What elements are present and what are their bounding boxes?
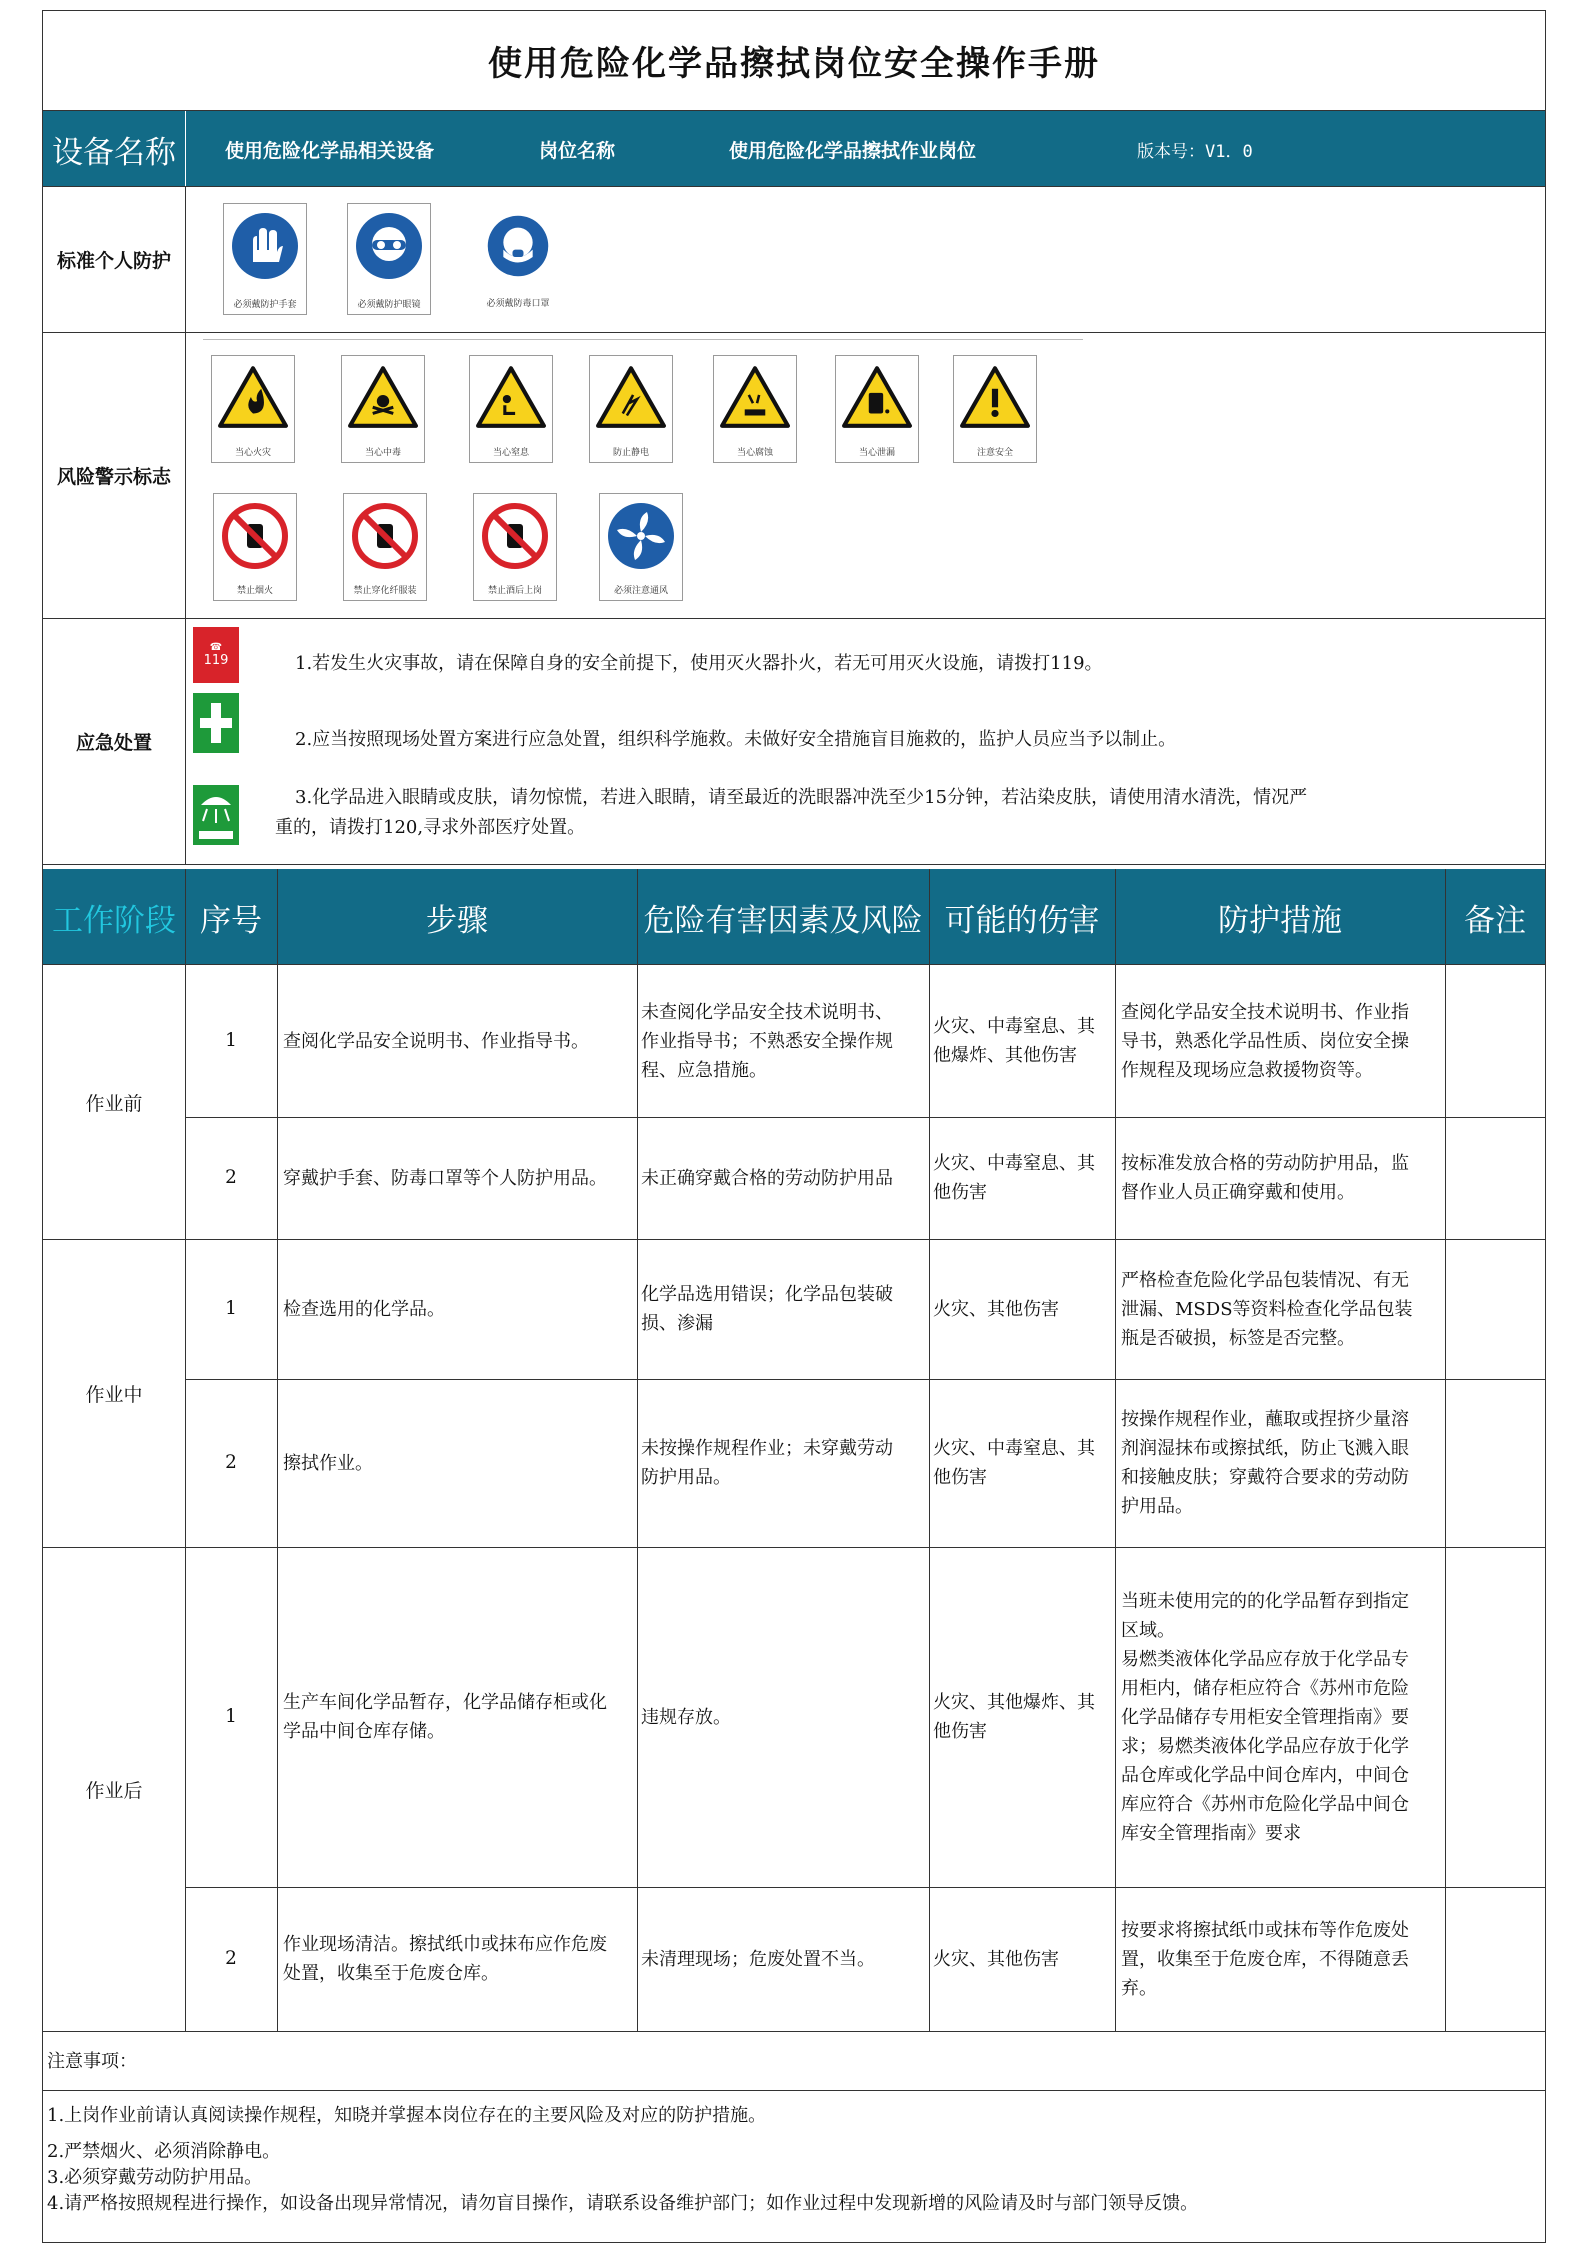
cell-note bbox=[1447, 1117, 1543, 1239]
cell-injury bbox=[933, 1239, 1113, 1379]
measure-line: 化学品储存专用柜安全管理指南》要 bbox=[1121, 1706, 1409, 1728]
version-label: 版本号：V1．0 bbox=[1137, 141, 1253, 162]
cell-injury bbox=[933, 1887, 1113, 2031]
poison-warning-icon: 当心中毒 bbox=[341, 355, 425, 463]
equipment-value: 使用危险化学品相关设备 bbox=[225, 139, 435, 162]
note-item-1: 1.上岗作业前请认真阅读操作规程，知晓并掌握本岗位存在的主要风险及对应的防护措施。 bbox=[47, 2105, 767, 2126]
measure-line: 严格检查危险化学品包装情况、有无 bbox=[1121, 1269, 1409, 1291]
post-value: 使用危险化学品擦拭作业岗位 bbox=[729, 139, 977, 162]
cell-hazard bbox=[641, 1887, 927, 2031]
measure-line: 易燃类液体化学品应存放于化学品专 bbox=[1121, 1648, 1409, 1670]
measure-line: 和接触皮肤；穿戴符合要求的劳动防 bbox=[1121, 1467, 1409, 1488]
emergency-item-3: 3.化学品进入眼睛或皮肤，请勿惊慌，若进入眼睛，请至最近的洗眼器冲洗至少15分钟，若沾染皮肤，请使用清水清洗，情况严 bbox=[295, 787, 1308, 808]
header-note: 备注 bbox=[1464, 902, 1526, 939]
header-injury: 可能的伤害 bbox=[944, 902, 1100, 939]
hazard-line: 未按操作规程作业；未穿戴劳动 bbox=[641, 1438, 893, 1459]
cell-injury bbox=[933, 1379, 1113, 1547]
mask-icon: 必须戴防毒口罩 bbox=[479, 213, 557, 313]
injury-line: 他爆炸、其他伤害 bbox=[933, 1045, 1077, 1066]
injury-line: 火灾、中毒窒息、其 bbox=[933, 1153, 1095, 1174]
stage-name: 作业中 bbox=[85, 1383, 143, 1406]
header-measure: 防护措施 bbox=[1218, 902, 1342, 939]
fire-phone-icon: ☎ 119 bbox=[193, 627, 239, 683]
gloves-icon: 必须戴防护手套 bbox=[223, 203, 307, 315]
measure-line: 剂润湿抹布或擦拭纸，防止飞溅入眼 bbox=[1121, 1438, 1409, 1459]
fire-warning-icon: 当心火灾 bbox=[211, 355, 295, 463]
cell-injury bbox=[933, 965, 1113, 1117]
table-row bbox=[43, 965, 1545, 1117]
step-line: 作业现场清洁。擦拭纸巾或抹布应作危废 bbox=[283, 1934, 607, 1955]
measure-line: 泄漏、MSDS等资料检查化学品包装 bbox=[1121, 1298, 1413, 1320]
table-body bbox=[43, 965, 1545, 2031]
hazard-line: 损、渗漏 bbox=[641, 1313, 713, 1334]
measure-line: 求；易燃类液体化学品应存放于化学 bbox=[1121, 1735, 1409, 1757]
cell-step bbox=[283, 1239, 635, 1379]
cell-injury bbox=[933, 1117, 1113, 1239]
table-header bbox=[43, 869, 1545, 965]
first-aid-icon bbox=[193, 693, 239, 753]
emergency-row bbox=[43, 619, 1545, 865]
injury-line: 他伤害 bbox=[933, 1467, 987, 1488]
cell-measure bbox=[1121, 1379, 1443, 1547]
row-no: 1 bbox=[225, 1298, 237, 1319]
measure-line: 当班未使用完的的化学品暂存到指定 bbox=[1121, 1590, 1409, 1612]
injury-line: 火灾、中毒窒息、其 bbox=[933, 1438, 1095, 1459]
step-line: 检查选用的化学品。 bbox=[283, 1298, 445, 1320]
header-step: 步骤 bbox=[426, 902, 488, 939]
stage-name: 作业前 bbox=[85, 1092, 143, 1115]
measure-line: 督作业人员正确穿戴和使用。 bbox=[1121, 1182, 1355, 1203]
injury-line: 他伤害 bbox=[933, 1721, 987, 1742]
measure-line: 库应符合《苏州市危险化学品中间仓 bbox=[1121, 1793, 1409, 1815]
cell-note bbox=[1447, 1547, 1543, 1887]
header-no: 序号 bbox=[200, 902, 262, 939]
measure-line: 区域。 bbox=[1121, 1619, 1175, 1641]
leak-warning-icon: 当心泄漏 bbox=[835, 355, 919, 463]
hazard-line: 未查阅化学品安全技术说明书、 bbox=[641, 1001, 893, 1023]
row-no: 1 bbox=[225, 1706, 237, 1727]
step-line: 查阅化学品安全说明书、作业指导书。 bbox=[283, 1030, 589, 1052]
hazard-line: 程、应急措施。 bbox=[641, 1059, 767, 1081]
injury-line: 火灾、其他伤害 bbox=[933, 1298, 1059, 1320]
injury-line: 火灾、其他伤害 bbox=[933, 1948, 1059, 1970]
cell-measure bbox=[1121, 965, 1443, 1117]
measure-line: 品仓库或化学品中间仓库内，中间仓 bbox=[1121, 1764, 1409, 1786]
post-label: 岗位名称 bbox=[539, 139, 616, 162]
no-drinking-icon: 禁止酒后上岗 bbox=[473, 493, 557, 601]
table-row bbox=[43, 1547, 1545, 1887]
notes-title-row bbox=[43, 2031, 1545, 2091]
hazard-line: 防护用品。 bbox=[641, 1467, 731, 1488]
cell-step bbox=[283, 1547, 635, 1887]
ppe-label: 标准个人防护 bbox=[56, 250, 171, 272]
table-row bbox=[43, 1239, 1545, 1379]
manual-sheet bbox=[42, 10, 1546, 2243]
emergency-item-1: 1.若发生火灾事故，请在保障自身的安全前提下，使用灭火器扑火，若无可用灭火设施，请拨打119。 bbox=[295, 653, 1103, 674]
emergency-label: 应急处置 bbox=[75, 732, 152, 754]
cell-hazard bbox=[641, 965, 927, 1117]
row-no: 2 bbox=[225, 1452, 237, 1473]
injury-line: 火灾、中毒窒息、其 bbox=[933, 1016, 1095, 1037]
page-title: 使用危险化学品擦拭岗位安全操作手册 bbox=[43, 11, 1545, 111]
measure-line: 用柜内，储存柜应符合《苏州市危险 bbox=[1121, 1677, 1409, 1699]
step-line: 擦拭作业。 bbox=[283, 1452, 373, 1474]
table-row bbox=[43, 1887, 1545, 2031]
no-synthetic-clothing-icon: 禁止穿化纤服装 bbox=[343, 493, 427, 601]
measure-line: 瓶是否破损，标签是否完整。 bbox=[1121, 1327, 1355, 1349]
note-item-2: 2.严禁烟火、必须消除静电。 bbox=[47, 2141, 281, 2162]
cell-note bbox=[1447, 965, 1543, 1117]
measure-line: 按要求将擦拭纸巾或抹布等作危废处 bbox=[1121, 1919, 1409, 1941]
corrosion-warning-icon: 当心腐蚀 bbox=[713, 355, 797, 463]
cell-measure bbox=[1121, 1117, 1443, 1239]
warning-signs-row bbox=[43, 333, 1545, 619]
measure-line: 库安全管理指南》要求 bbox=[1121, 1822, 1301, 1844]
note-item-4: 4.请严格按照规程进行操作，如设备出现异常情况，请勿盲目操作，请联系设备维护部门；如作业过程中发现新增的风险请及时与部门领导反馈。 bbox=[47, 2193, 1199, 2214]
measure-line: 导书，熟悉化学品性质、岗位安全操 bbox=[1121, 1030, 1409, 1052]
cell-step bbox=[283, 1379, 635, 1547]
cell-note bbox=[1447, 1887, 1543, 2031]
notes-title: 注意事项： bbox=[47, 2051, 137, 2072]
caution-warning-icon: 注意安全 bbox=[953, 355, 1037, 463]
hazard-line: 违规存放。 bbox=[641, 1706, 731, 1728]
row-no: 2 bbox=[225, 1167, 237, 1188]
stage-name: 作业后 bbox=[85, 1779, 143, 1802]
ventilation-icon: 必须注意通风 bbox=[599, 493, 683, 601]
suffocation-warning-icon: 当心窒息 bbox=[469, 355, 553, 463]
injury-line: 火灾、其他爆炸、其 bbox=[933, 1692, 1095, 1713]
hazard-line: 未清理现场；危废处置不当。 bbox=[641, 1948, 875, 1970]
warnings-label: 风险警示标志 bbox=[56, 466, 171, 488]
no-fire-icon: 禁止烟火 bbox=[213, 493, 297, 601]
equipment-label: 设备名称 bbox=[52, 134, 176, 171]
step-line: 穿戴护手套、防毒口罩等个人防护用品。 bbox=[283, 1167, 607, 1189]
cell-step bbox=[283, 965, 635, 1117]
table-row bbox=[43, 1379, 1545, 1547]
measure-line: 按标准发放合格的劳动防护用品，监 bbox=[1121, 1153, 1409, 1174]
cell-note bbox=[1447, 1239, 1543, 1379]
cell-note bbox=[1447, 1379, 1543, 1547]
cell-step bbox=[283, 1117, 635, 1239]
hazard-line: 未正确穿戴合格的劳动防护用品 bbox=[641, 1167, 893, 1189]
row-no: 1 bbox=[225, 1030, 237, 1051]
hazard-line: 化学品选用错误；化学品包装破 bbox=[641, 1284, 893, 1305]
goggles-icon: 必须戴防护眼镜 bbox=[347, 203, 431, 315]
note-item-3: 3.必须穿戴劳动防护用品。 bbox=[47, 2167, 263, 2188]
row-no: 2 bbox=[225, 1948, 237, 1969]
ppe-row bbox=[43, 187, 1545, 333]
cell-measure bbox=[1121, 1239, 1443, 1379]
emergency-item-3-cont: 重的，请拨打120,寻求外部医疗处置。 bbox=[275, 817, 586, 838]
measure-line: 护用品。 bbox=[1121, 1496, 1193, 1517]
cell-hazard bbox=[641, 1117, 927, 1239]
emergency-item-2: 2.应当按照现场处置方案进行应急处置，组织科学施救。未做好安全措施盲目施救的，监护人员应当予以制止。 bbox=[295, 729, 1177, 750]
measure-line: 按操作规程作业，蘸取或捏挤少量溶 bbox=[1121, 1409, 1409, 1430]
hazard-line: 作业指导书；不熟悉安全操作规 bbox=[641, 1030, 893, 1052]
info-bar bbox=[43, 111, 1545, 187]
eyewash-icon bbox=[193, 785, 239, 845]
step-line: 学品中间仓库存储。 bbox=[283, 1721, 445, 1742]
header-hazard: 危险有害因素及风险 bbox=[643, 902, 923, 939]
cell-injury bbox=[933, 1547, 1113, 1887]
cell-step bbox=[283, 1887, 635, 2031]
static-warning-icon: 防止静电 bbox=[589, 355, 673, 463]
cell-measure bbox=[1121, 1547, 1443, 1887]
header-stage: 工作阶段 bbox=[52, 902, 176, 939]
measure-line: 置，收集至于危废仓库，不得随意丢 bbox=[1121, 1948, 1409, 1970]
cell-hazard bbox=[641, 1239, 927, 1379]
measure-line: 作规程及现场应急救援物资等。 bbox=[1121, 1059, 1373, 1081]
step-line: 生产车间化学品暂存，化学品储存柜或化 bbox=[283, 1692, 607, 1713]
cell-hazard bbox=[641, 1379, 927, 1547]
injury-line: 他伤害 bbox=[933, 1182, 987, 1203]
measure-line: 弃。 bbox=[1121, 1977, 1157, 1999]
table-row bbox=[43, 1117, 1545, 1239]
step-line: 处置，收集至于危废仓库。 bbox=[283, 1963, 499, 1984]
cell-hazard bbox=[641, 1547, 927, 1887]
cell-measure bbox=[1121, 1887, 1443, 2031]
measure-line: 查阅化学品安全技术说明书、作业指 bbox=[1121, 1001, 1409, 1023]
